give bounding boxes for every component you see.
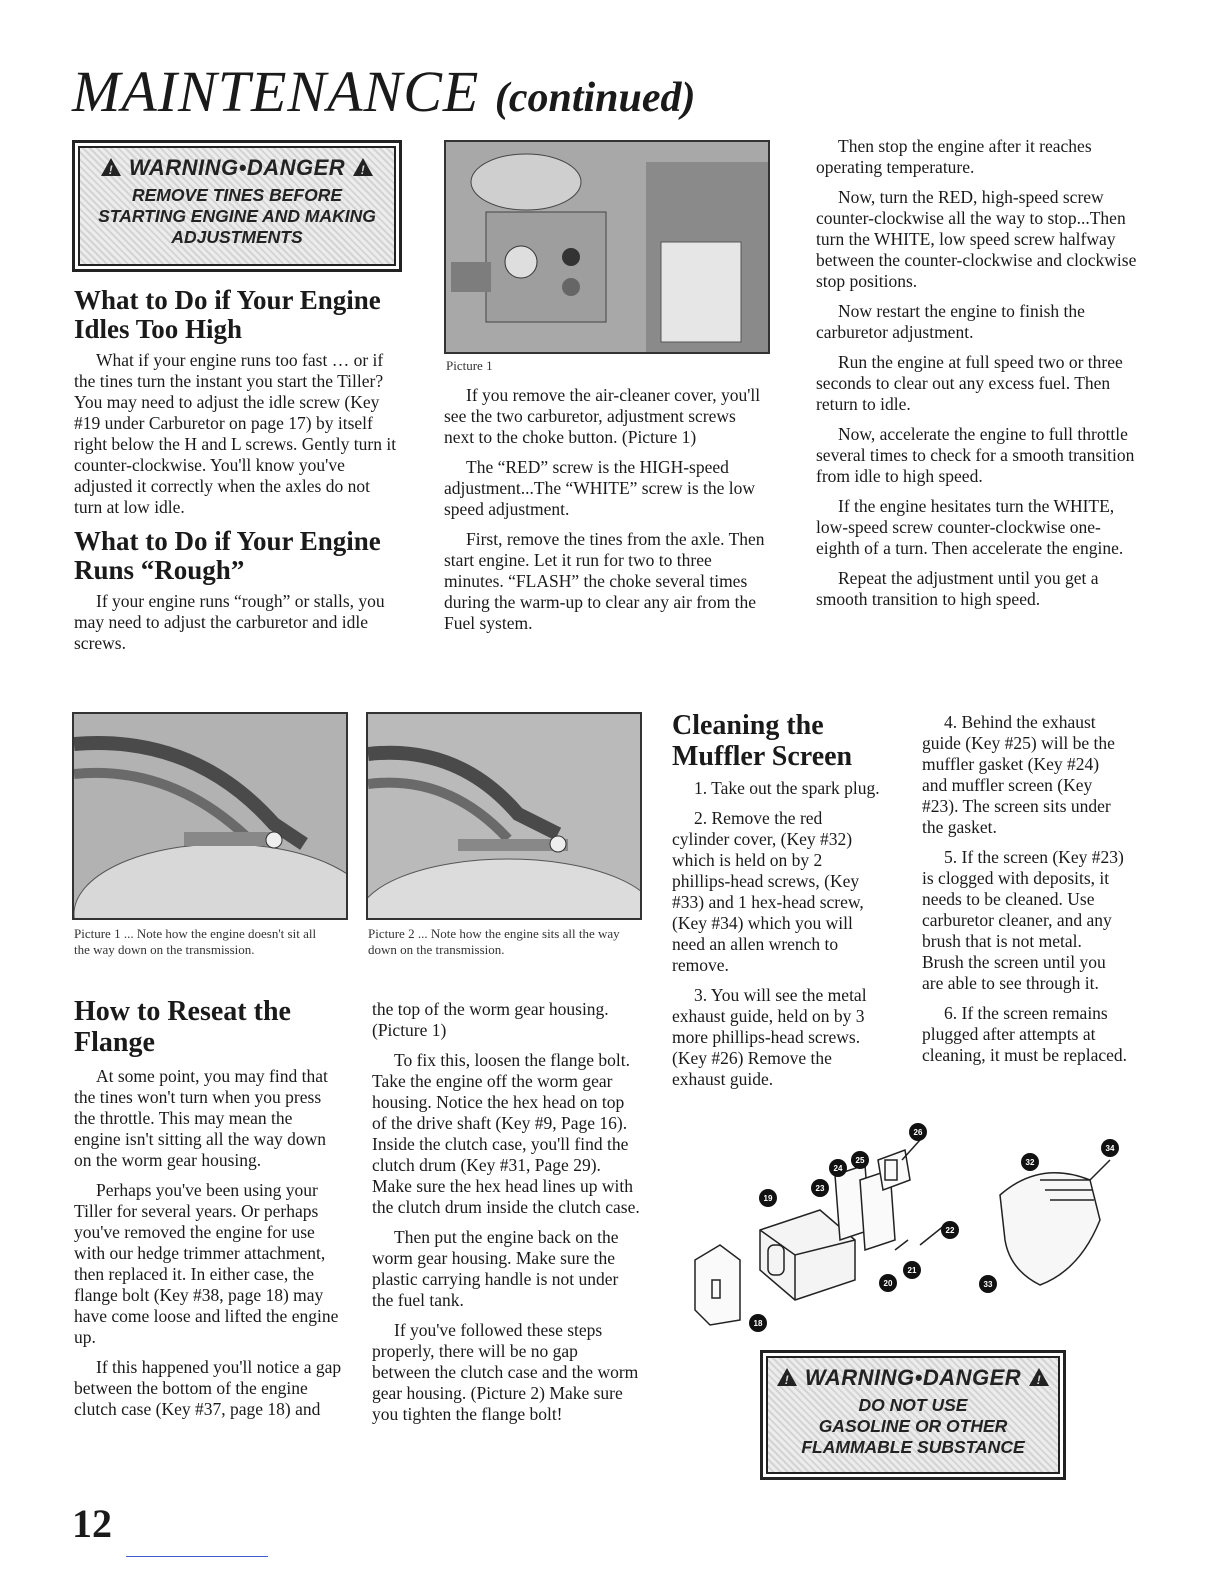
diagram-key-label: 21 [907, 1266, 917, 1275]
muffler-exploded-diagram [680, 1120, 1140, 1340]
diagram-key-label: 34 [1105, 1144, 1115, 1153]
flange-caption-1: Picture 1 ... Note how the engine doesn't sit all the way down on the transmission. [74, 926, 317, 957]
adjust-paragraph: Then stop the engine after it reaches operating temperature. [816, 136, 1092, 177]
flange-photo-2 [366, 712, 642, 920]
carb-paragraph: First, remove the tines from the axle. Then start engine. Let it run for two to three minutes. “FLASH” the choke several times during the warm-up to clear any air from the Fuel system. [444, 529, 765, 633]
muffler-step: 2. Remove the red cylinder cover, (Key #32) which is held on by 2 phillips-head screws, (Key #33) and 1 hex-head screw, (Key #34) which you will need an allen wrench to remove. [672, 808, 864, 975]
reseat-paragraph: the top of the worm gear housing. (Picture 1) [372, 999, 609, 1040]
adjust-column [816, 136, 1142, 619]
adjust-paragraph: Now, turn the RED, high-speed screw counter-clockwise all the way to stop...Then turn the WHITE, low speed screw halfway between the counter-clockwise and clockwise stop positions. [816, 187, 1137, 291]
carburetor-photo [444, 140, 770, 354]
svg-text:!: ! [108, 163, 114, 177]
warning-triangle-icon [1028, 1367, 1050, 1387]
muffler-step: 4. Behind the exhaust guide (Key #25) will be the muffler gasket (Key #24) and muffler screen (Key #23). The screen sits under the gasket. [922, 712, 1115, 837]
diagram-key-label: 23 [815, 1184, 825, 1193]
svg-text:!: ! [784, 1373, 790, 1387]
title-main: MAINTENANCE [72, 59, 480, 124]
muffler-step: 5. If the screen (Key #23) is clogged with deposits, it needs to be cleaned. Use carburetor cleaner, and any brush that is not metal. Brush the screen until you are able to see through it. [922, 847, 1124, 993]
adjust-paragraph: Repeat the adjustment until you get a smooth transition to high speed. [816, 568, 1099, 609]
reseat-paragraph: Then put the engine back on the worm gear housing. Make sure the plastic carrying handle is not under the fuel tank. [372, 1227, 619, 1310]
diagram-key-label: 20 [883, 1279, 893, 1288]
muffler-step: 3. You will see the metal exhaust guide, held on by 3 more phillips-head screws. (Key #26) Remove the exhaust guide. [672, 985, 867, 1089]
diagram-key-label: 18 [753, 1319, 763, 1328]
muffler-heading: Cleaning the Muffler Screen [672, 710, 853, 772]
rough-paragraph: If your engine runs “rough” or stalls, you may need to adjust the carburetor and idle screws. [74, 591, 385, 653]
muffler-step: 1. Take out the spark plug. [694, 778, 880, 798]
svg-text:!: ! [360, 163, 366, 177]
reseat-paragraph: To fix this, loosen the flange bolt. Take the engine off the worm gear housing. Notice the hex head on top of the drive shaft (Key #9, Page 16). Inside the clutch case, you'll find the clutch drum (Key #31, Page 29). Make sure the hex head lines up with the clutch drum inside the clutch case. [372, 1050, 640, 1217]
adjust-paragraph: If the engine hesitates turn the WHITE, low-speed screw counter-clockwise one-eighth of a turn. Then accelerate the engine. [816, 496, 1124, 558]
diagram-key-label: 22 [945, 1226, 955, 1235]
warning-box-bottom [760, 1350, 1066, 1480]
carb-paragraph: The “RED” screw is the HIGH-speed adjustment...The “WHITE” screw is the low speed adjustment. [444, 457, 756, 519]
muffler-column-b [922, 712, 1128, 1075]
page-number: 12 [72, 1501, 112, 1546]
warning-header: WARNING•DANGER [804, 1365, 1022, 1390]
page-title [72, 58, 696, 125]
diagram-key-label: 24 [833, 1164, 843, 1173]
reseat-cont-column [372, 999, 640, 1434]
reseat-paragraph: If this happened you'll notice a gap between the bottom of the engine clutch case (Key #37, page 18) and [74, 1357, 342, 1419]
warning-triangle-icon [100, 157, 122, 177]
idle-column [74, 286, 400, 663]
adjust-paragraph: Run the engine at full speed two or three seconds to clear out any excess fuel. Then return to idle. [816, 352, 1123, 414]
diagram-key-label: 32 [1025, 1158, 1035, 1167]
warning-box-top [72, 140, 402, 272]
reseat-heading: How to Reseat the Flange [74, 996, 291, 1058]
diagram-key-label: 25 [855, 1156, 865, 1165]
carburetor-caption: Picture 1 [446, 358, 493, 373]
warning-line: GASOLINE OR OTHER [818, 1416, 1008, 1436]
title-suffix: (continued) [494, 75, 696, 121]
muffler-step: 6. If the screen remains plugged after attempts at cleaning, it must be replaced. [922, 1003, 1128, 1065]
idle-paragraph: What if your engine runs too fast … or if the tines turn the instant you start the Tiller? You may need to adjust the idle screw (Key #19 under Carburetor on page 17) by itself right below the H and L screws. Gently turn it counter-clockwise. You'll know you've adjusted it correctly when the axles do not turn at low idle. [74, 350, 397, 517]
flange-photo-1 [72, 712, 348, 920]
rough-heading: What to Do if Your Engine Runs “Rough” [74, 526, 381, 585]
warning-line: ADJUSTMENTS [171, 227, 303, 247]
diagram-key-label: 26 [913, 1128, 923, 1137]
carb-paragraph: If you remove the air-cleaner cover, you'll see the two carburetor, adjustment screws next to the choke button. (Picture 1) [444, 385, 761, 447]
carb-column [444, 385, 770, 643]
warning-line: DO NOT USE [858, 1395, 968, 1415]
carburetor-photo-art [446, 142, 768, 352]
flange-caption-2: Picture 2 ... Note how the engine sits all the way down on the transmission. [368, 926, 620, 957]
footer-rule [126, 1556, 268, 1557]
muffler-column [672, 710, 882, 1099]
warning-header: WARNING•DANGER [128, 155, 346, 180]
reseat-column [74, 996, 342, 1429]
warning-triangle-icon [776, 1367, 798, 1387]
adjust-paragraph: Now, accelerate the engine to full throttle several times to check for a smooth transition from idle to high speed. [816, 424, 1135, 486]
adjust-paragraph: Now restart the engine to finish the carburetor adjustment. [816, 301, 1085, 342]
svg-text:!: ! [1036, 1373, 1042, 1387]
idle-heading: What to Do if Your Engine Idles Too High [74, 285, 381, 344]
diagram-key-label: 33 [983, 1280, 993, 1289]
warning-triangle-icon [352, 157, 374, 177]
reseat-paragraph: At some point, you may find that the tines won't turn when you press the throttle. This may mean the engine isn't sitting all the way down on the worm gear housing. [74, 1066, 328, 1170]
reseat-paragraph: If you've followed these steps properly, there will be no gap between the clutch case and the worm gear housing. (Picture 2) Make sure you tighten the flange bolt! [372, 1320, 639, 1424]
warning-line: REMOVE TINES BEFORE [131, 185, 343, 205]
warning-line: STARTING ENGINE AND MAKING [98, 206, 376, 226]
reseat-paragraph: Perhaps you've been using your Tiller for several years. Or perhaps you've removed the engine for use with our hedge trimmer attachment, then replaced it. In either case, the flange bolt (Key #38, page 18) may have come loose and lifted the engine up. [74, 1180, 339, 1347]
diagram-key-label: 19 [763, 1194, 773, 1203]
warning-line: FLAMMABLE SUBSTANCE [801, 1437, 1025, 1457]
